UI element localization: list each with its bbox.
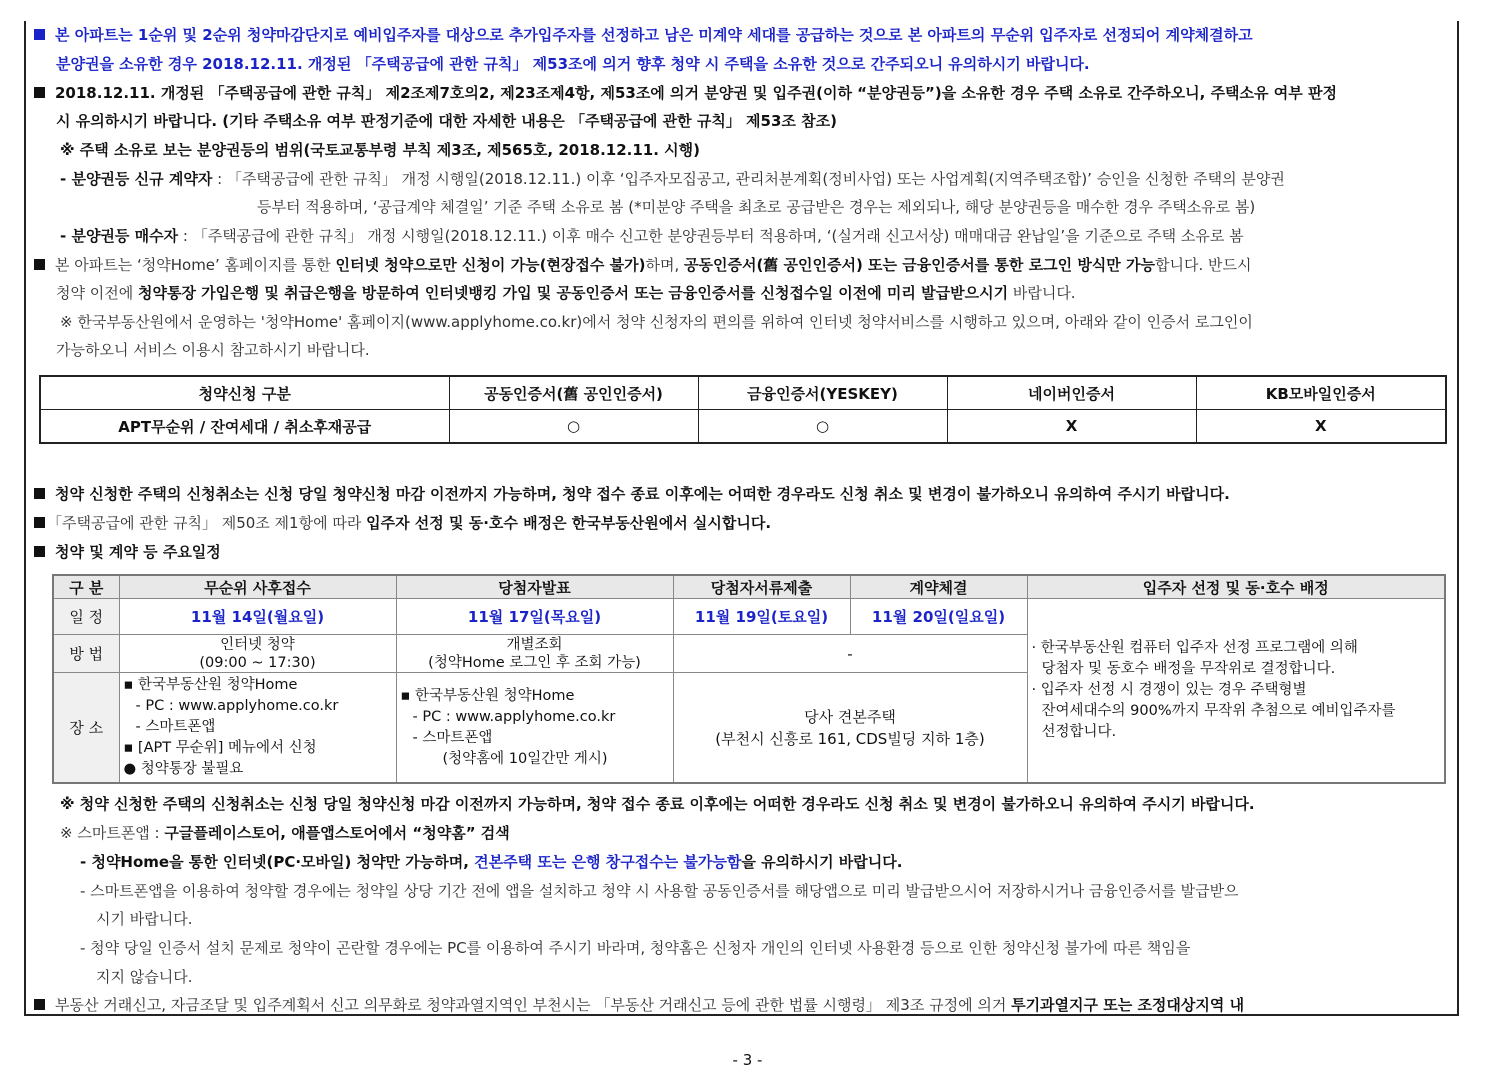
notice-line xyxy=(34,512,771,534)
table-header-row xyxy=(53,575,1445,599)
method-cell xyxy=(396,635,673,673)
text: 2018.12.11. 개정된 「주택공급에 관한 규칙」 제2조제7호의2, 제23조제4항, 제53조에 의거 분양권 및 입주권(이하 “분양권등”)을 소유한 경우 주택 소유로 간주하오니, 주택소유 여부 판정 xyxy=(55,84,1337,102)
text: : 「주택공급에 관한 규칙」 개정 시행일(2018.12.11.) 이후 매수 신고한 분양권등부터 적용하며, ‘(실거래 신고서상) 매매대금 완납일’을 기준으로 주택 소유로 봄 xyxy=(178,227,1244,245)
notice-line: 등부터 적용하며, ‘공급계약 체결일’ 기준 주택 소유로 봄 (*미분양 주택을 최초로 공급받은 경우는 제외되나, 해당 분양권등을 매수한 경우 주택소유로 봄) xyxy=(257,198,1256,216)
table-row xyxy=(40,410,1446,444)
text: - PC : www.applyhome.co.kr xyxy=(412,708,616,725)
text: (부천시 신흥로 161, CDS빌딩 지하 1층) xyxy=(715,729,985,748)
text: ▪ 한국부동산원 청약Home xyxy=(400,687,575,704)
text: 투기과열지구 또는 조정대상지역 내 xyxy=(1011,996,1245,1014)
notice-line: - 청약 당일 인증서 설치 문제로 청약이 곤란할 경우에는 PC를 이용하여 주시기 바라며, 청약홈은 신청자 개인의 인터넷 사용환경 등으로 인한 청약신청 불가에 따른 책임을 xyxy=(80,939,1191,957)
table-header: 금융인증서(YESKEY) xyxy=(698,376,947,410)
table-header: 입주자 선정 및 동·호수 배정 xyxy=(1027,575,1445,599)
bullet-square-icon xyxy=(34,29,45,40)
place-cell xyxy=(119,673,396,784)
text: - 스마트폰앱 xyxy=(135,719,216,735)
table-header: 공동인증서(舊 공인인증서) xyxy=(449,376,698,410)
table-header: 청약신청 구분 xyxy=(40,376,449,410)
text: 부동산 거래신고, 자금조달 및 입주계획서 신고 의무화로 청약과열지역인 부천시는 「부동산 거래신고 등에 관한 법률 시행령」 제3조 규정에 의거 xyxy=(55,996,1012,1014)
text: (09:00 ~ 17:30) xyxy=(199,654,316,671)
notice-note: ※ 청약 신청한 주택의 신청취소는 신청 당일 청약신청 마감 이전까지 가능하며, 청약 접수 종료 이후에는 어떠한 경우라도 신청 취소 및 변경이 불가하오니 유의하여 주시기 바랍니다. xyxy=(60,795,1255,813)
bullet-square-icon xyxy=(34,488,45,499)
notice-line xyxy=(34,994,1244,1016)
bullet-square-icon xyxy=(34,999,45,1010)
date-cell: 11월 14일(월요일) xyxy=(119,599,396,635)
bullet-square-icon xyxy=(34,546,45,557)
text: 당사 견본주택 xyxy=(804,707,896,726)
label: - 분양권등 매수자 xyxy=(60,227,179,245)
table-header: 네이버인증서 xyxy=(947,376,1196,410)
text: ※ 스마트폰앱 : xyxy=(60,824,165,842)
text: 잔여세대수의 900%까지 무작위 추첨으로 예비입주자를 xyxy=(1041,703,1396,719)
table-header: 당첨자서류제출 xyxy=(673,575,850,599)
bullet-square-icon xyxy=(34,259,45,270)
text: 본 아파트는 1순위 및 2순위 청약마감단지로 예비입주자를 대상으로 추가입주자를 선정하고 남은 미계약 세대를 공급하는 것으로 본 아파트의 무순위 입주자로 선정되어 계약체결하고 xyxy=(55,26,1253,44)
table-cell: ○ xyxy=(698,410,947,444)
notice-line xyxy=(60,225,1244,247)
notice-line xyxy=(34,24,1253,46)
text: 개별조회 xyxy=(506,636,563,653)
table-cell: X xyxy=(947,410,1196,444)
table-cell: ○ xyxy=(449,410,698,444)
place-cell xyxy=(673,673,1027,784)
notice-note: ※ 한국부동산원에서 운영하는 '청약Home' 홈페이지(www.applyhome.co.kr)에서 청약 신청자의 편의를 위하여 인터넷 청약서비스를 시행하고 있으며, 아래와 같이 인증서 로그인이 xyxy=(60,313,1253,331)
notice-line: 지지 않습니다. xyxy=(96,968,193,986)
text: - PC : www.applyhome.co.kr xyxy=(135,698,339,714)
table-header: 당첨자발표 xyxy=(396,575,673,599)
text: ▪ [APT 무순위] 메뉴에서 신청 xyxy=(123,740,317,756)
table-cell: X xyxy=(1196,410,1446,444)
notice-line: 시 유의하시기 바랍니다. (기타 주택소유 여부 판정기준에 대한 자세한 내용은 「주택공급에 관한 규칙」 제53조 참조) xyxy=(56,112,837,130)
text: 인터넷 청약으로만 신청이 가능(현장접수 불가) xyxy=(335,256,646,274)
text: 청약통장 가입은행 및 취급은행을 방문하여 인터넷뱅킹 가입 및 공동인증서 또는 금융인증서를 신청접수일 이전에 미리 발급받으시기 xyxy=(138,284,1009,302)
text: 합니다. 반드시 xyxy=(1155,256,1252,274)
date-cell: 11월 19일(토요일) xyxy=(673,599,850,635)
text: · 한국부동산원 컴퓨터 입주자 선정 프로그램에 의해 xyxy=(1031,640,1358,656)
method-cell xyxy=(119,635,396,673)
text: 입주자 선정 및 동·호수 배정은 한국부동산원에서 실시합니다. xyxy=(366,514,772,532)
text: - 청약Home을 통한 인터넷(PC·모바일) 청약만 가능하며, xyxy=(80,853,475,871)
schedule-table xyxy=(52,574,1446,784)
bullet-square-icon xyxy=(34,87,45,98)
table-header: 무순위 사후접수 xyxy=(119,575,396,599)
table-header: 계약체결 xyxy=(850,575,1027,599)
notice-line xyxy=(34,483,1230,505)
text: 당첨자 및 동호수 배정을 무작위로 결정합니다. xyxy=(1041,661,1336,677)
page-number: - 3 - xyxy=(732,1051,763,1069)
notice-note: 가능하오니 서비스 이용시 참고하시기 바랍니다. xyxy=(56,341,370,359)
text: 을 유의하시기 바랍니다. xyxy=(741,853,903,871)
label: - 분양권등 신규 계약자 xyxy=(60,170,213,188)
place-cell xyxy=(396,673,673,784)
notice-line xyxy=(34,82,1337,104)
text: 선정합니다. xyxy=(1041,724,1117,740)
text: ▪ 한국부동산원 청약Home xyxy=(123,677,298,693)
row-label: 장 소 xyxy=(53,673,119,784)
text: (청약Home 로그인 후 조회 가능) xyxy=(428,654,641,671)
text: 「주택공급에 관한 규칙」 제50조 제1항에 따라 xyxy=(47,514,367,532)
date-cell: 11월 20일(일요일) xyxy=(850,599,1027,635)
bullet-square-icon xyxy=(34,517,45,528)
notice-line xyxy=(60,168,1285,190)
text: 공동인증서(舊 공인인증서) 또는 금융인증서를 통한 로그인 방식만 가능 xyxy=(684,256,1155,274)
row-label: 방 법 xyxy=(53,635,119,673)
notice-line xyxy=(56,282,1076,304)
text: 청약 신청한 주택의 신청취소는 신청 당일 청약신청 마감 이전까지 가능하며, 청약 접수 종료 이후에는 어떠한 경우라도 신청 취소 및 변경이 불가하오니 유의하여 주시기 바랍니다. xyxy=(55,485,1230,503)
notice-line: 분양권을 소유한 경우 2018.12.11. 개정된 「주택공급에 관한 규칙」 제53조에 의거 향후 청약 시 주택을 소유한 것으로 간주되오니 유의하시기 바랍니다. xyxy=(56,55,1090,73)
table-header: 구 분 xyxy=(53,575,119,599)
row-label: 일 정 xyxy=(53,599,119,635)
text: : 「주택공급에 관한 규칙」 개정 시행일(2018.12.11.) 이후 ‘입주자모집공고, 관리처분계획(정비사업) 또는 사업계획(지역주택조합)’ 승인을 신청한 주택의 분양권 xyxy=(212,170,1285,188)
text: 청약 이전에 xyxy=(56,284,138,302)
text: 인터넷 청약 xyxy=(220,636,295,653)
text: 본 아파트는 ‘청약Home’ 홈페이지를 통한 xyxy=(55,256,336,274)
text: - 스마트폰앱 xyxy=(412,729,493,746)
notice-line xyxy=(34,254,1251,276)
table-header: KB모바일인증서 xyxy=(1196,376,1446,410)
method-cell: - xyxy=(673,635,1027,673)
certificate-table xyxy=(39,375,1447,444)
text: 청약 및 계약 등 주요일정 xyxy=(55,543,221,561)
notice-line: - 스마트폰앱을 이용하여 청약할 경우에는 청약일 상당 기간 전에 앱을 설치하고 청약 시 사용할 공동인증서를 해당앱으로 미리 발급받으시어 저장하시거나 금융인증서를 발급받으 xyxy=(80,882,1239,900)
text: 구글플레이스토어, 애플앱스토어에서 “청약홈” 검색 xyxy=(164,824,510,842)
text: (청약홈에 10일간만 게시) xyxy=(442,750,608,767)
notice-note xyxy=(60,822,510,844)
table-header-row xyxy=(40,376,1446,410)
table-row xyxy=(53,599,1445,635)
notice-line: 시기 바랍니다. xyxy=(96,910,193,928)
assignment-cell xyxy=(1027,599,1445,784)
date-cell: 11월 17일(목요일) xyxy=(396,599,673,635)
notice-note: ※ 주택 소유로 보는 분양권등의 범위(국토교통부령 부칙 제3조, 제565호, 2018.12.11. 시행) xyxy=(60,141,700,159)
text: 견본주택 또는 은행 창구접수는 불가능함 xyxy=(474,853,742,871)
section-title xyxy=(34,541,221,563)
text: · 입주자 선정 시 경쟁이 있는 경우 주택형별 xyxy=(1031,682,1307,698)
table-cell: APT무순위 / 잔여세대 / 취소후재공급 xyxy=(40,410,449,444)
notice-line xyxy=(80,851,902,873)
text: 하며, xyxy=(645,256,684,274)
text: 바랍니다. xyxy=(1008,284,1076,302)
text: ● 청약통장 불필요 xyxy=(123,761,244,777)
document-frame xyxy=(24,21,1459,1016)
